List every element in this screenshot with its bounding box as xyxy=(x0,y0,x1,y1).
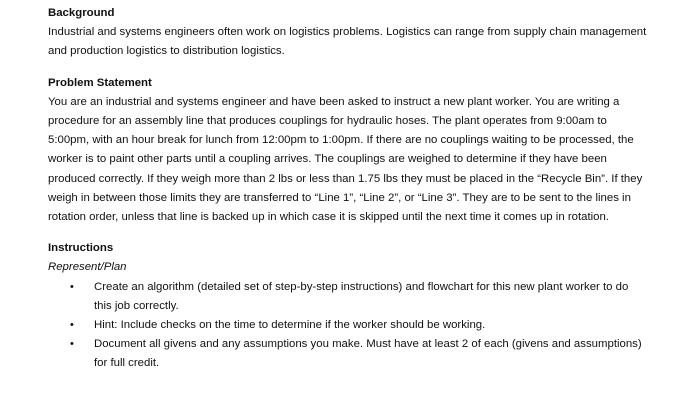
background-text: Industrial and systems engineers often work on logistics problems. Logistics can range from supply chain management and production logistics to distribution logistics. xyxy=(48,26,647,58)
bullet-icon: • xyxy=(70,338,74,351)
instructions-heading: Instructions xyxy=(48,242,114,255)
list-item-text: Create an algorithm (detailed set of step-by-step instructions) and flowchart for this new plant worker to do this job correctly. xyxy=(94,280,629,312)
background-section xyxy=(48,4,648,62)
bullet-icon: • xyxy=(70,319,74,332)
document xyxy=(48,4,648,374)
list-item-text: Hint: Include checks on the time to determine if the worker should be working. xyxy=(94,319,486,332)
list-item xyxy=(48,335,648,373)
bullet-icon: • xyxy=(70,280,74,293)
list-item-text: Document all givens and any assumptions you make. Must have at least 2 of each (givens and assumptions) for full credit. xyxy=(94,338,642,370)
problem-statement-text: You are an industrial and systems engineer and have been asked to instruct a new plant worker. You are writing a procedure for an assembly line that produces couplings for hydraulic hoses. The plant operates from 9:00am to 5:00pm, with an hour break for lunch from 12:00pm to 1:00pm. If there are no couplings waiting to be processed, the worker is to paint other parts until a coupling arrives. The couplings are weighed to determine if they have been produced correctly. If they weigh more than 2 lbs or less than 1.75 lbs they must be placed in the “Recycle Bin”. If they weigh in between those limits they are transferred to “Line 1”, “Line 2”, or “Line 3”. They are to be sent to the lines in rotation order, unless that line is backed up in which case it is skipped until the next time it comes up in rotation. xyxy=(48,95,643,224)
problem-statement-heading: Problem Statement xyxy=(48,76,152,89)
instructions-list xyxy=(48,278,648,374)
list-item xyxy=(48,316,648,335)
represent-plan-subheading: Represent/Plan xyxy=(48,261,127,274)
instructions-section xyxy=(48,239,648,373)
problem-statement-section xyxy=(48,74,648,228)
list-item xyxy=(48,278,648,316)
background-heading: Background xyxy=(48,7,115,19)
